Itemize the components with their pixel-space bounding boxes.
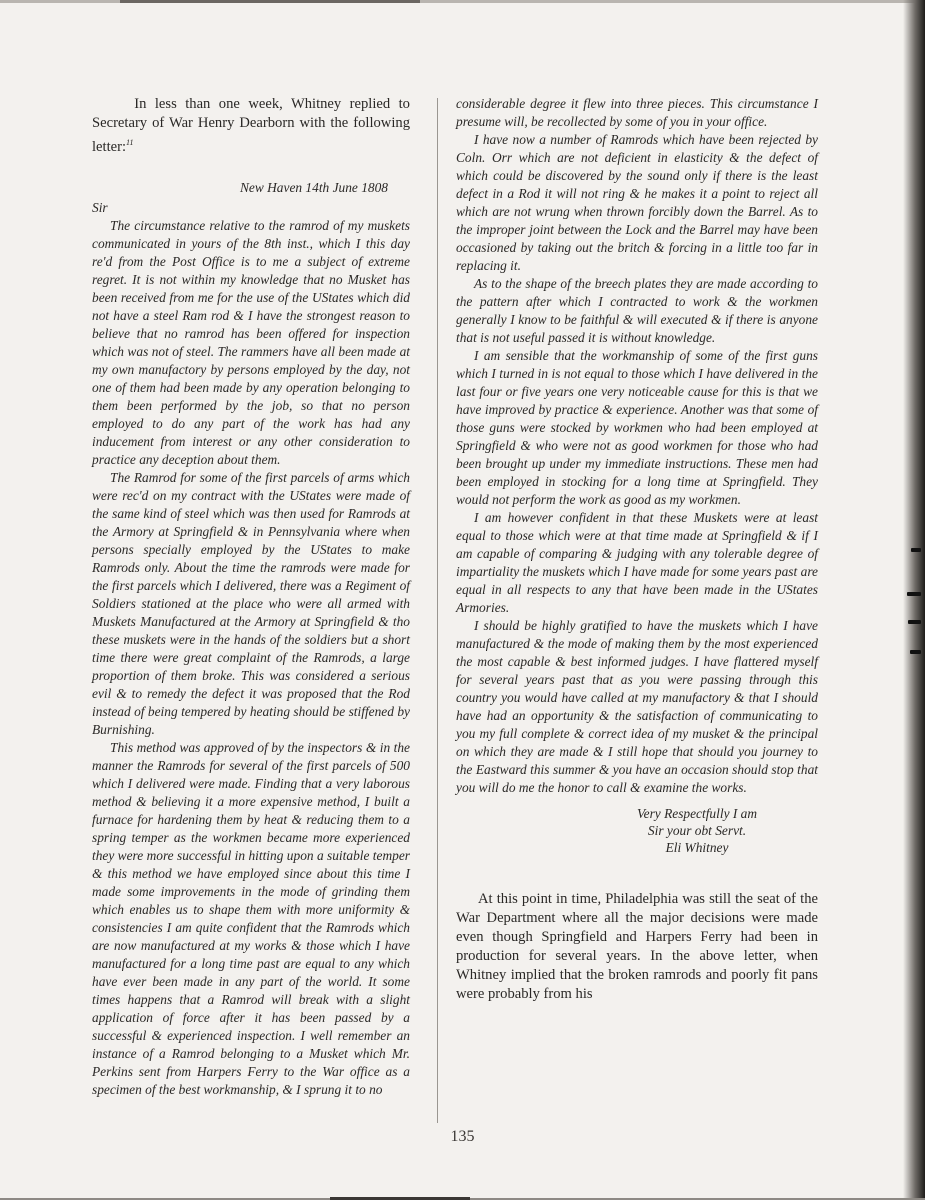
section-gap: [456, 856, 818, 890]
letter-paragraph: This method was approved of by the inspectors & in the manner the Ramrods for several of the first parcels of 500 which I delivered were made. Finding that a very laborous method & believing it a more expensive method, I built a furnace for hardening them by heat & reducing them to a spring temper as the workmen became more experienced they were more successful in hitting upon a suitable temper & this method we have employed since about this time I made some improvements in the mode of grinding them which enables us to shape them with more uniformity & consistencies I am quite confident that the Ramrods which are now manufactured at my works & those which I have manufactured for a long time past are equal to any which have ever been made in any part of the world. It some times happens that a Ramrod will break with a slight application of force after it has been passed by a successful & experienced inspection. I well remember an instance of a Ramrod belonging to a Musket which Mr. Perkins sent from Harpers Ferry to the War office as a specimen of the best workmanship, & I sprung it to no: [92, 739, 410, 1097]
letter-salutation: Sir: [92, 199, 108, 215]
letter-paragraph: The Ramrod for some of the first parcels of arms which were rec'd on my contract with the UStates were made of the same kind of steel which was then used for Ramrods at the Armory at Springfield & in Pennsylvania where when persons specially employed by the UStates to make Ramrods only. About the time the ramrods were made for the first parcels which I delivered, there was a Regiment of Soldiers stationed at the place who were all armed with Muskets Manufactured at the Armory at Springfield & tho these muskets were in the hands of the soldiers but a short time there were great complaint of the Ramrods, a large proportion of them broke. This was considered a serious evil & to remedy the defect it was proposed that the Rod instead of being tempered by heating should be stiffened by Burnishing.: [92, 469, 410, 737]
left-column: [92, 95, 410, 1099]
letter-paragraph: The circumstance relative to the ramrod of my muskets communicated in yours of the 8th inst., which I this day re'd from the Post Office is to me a subject of extreme regret. It is not within my knowledge that no Musket has been received from me for the use of the UStates which did not have a steel Ram rod & I have the strongest reason to believe that no ramrod has been offered for inspection which was not of steel. The rammers have all been made at my own manufactory by persons employed by the day, not one of them had been made by any operation belonging to them been performed by the job, so that no person employed to do any part of the work has had any inducement from interest or any other consideration to practice any deception about them.: [92, 217, 410, 467]
commentary-paragraph: [456, 890, 818, 1004]
letter-dateline: New Haven 14th June 1808: [239, 179, 388, 195]
page-number: 135: [450, 1128, 475, 1145]
letter-paragraph: I should be highly gratified to have the muskets which I have manufactured & the mode of making them by the most experienced the most capable & best informed judges. I have flattered myself for several years past that as you were passing through this country you would have called at my manufactory & that I should have had an opportunity & the satisfaction of communicating to you my full complete & correct idea of my musket & the principal on which they are made & I still hope that should you journey to the Eastward this summer & you have an occasion should stop that you will do me the honor to call & examine the works.: [456, 618, 818, 795]
signature-name: Eli Whitney: [665, 840, 729, 855]
letter-paragraph: I am however confident in that these Muskets were at least equal to those which were at that time made at Springfield & if I am capable of comparing & judging with any tolerable degree of impartiality the muskets which I have made for some years past are equal in all respects to any that have been made in the UStates Armories.: [456, 510, 818, 615]
footnote-ref: 11: [126, 138, 134, 147]
intro-paragraph: [92, 95, 410, 157]
top-border-accent: [120, 0, 420, 3]
intro-text: In less than one week, Whitney replied to Secretary of War Henry Dearborn with the following letter:: [92, 96, 410, 155]
right-column: [456, 95, 818, 1004]
commentary-text: At this point in time, Philadelphia was still the seat of the War Department where all the major decisions were made even though Springfield and Harpers Ferry had been in production for several years. In the above letter, when Whitney implied that the broken ramrods and poorly fit pans were probably from his: [456, 891, 818, 1002]
letter-paragraph: As to the shape of the breech plates they are made according to the pattern after which I contracted to work & the workmen generally I know to be faithful & will executed & if there is anyone that is not useful passed it is without knowledge.: [456, 276, 818, 345]
closing-line: Sir your obt Servt.: [647, 823, 747, 838]
closing-line: Very Respectfully I am: [636, 806, 758, 821]
letter-continuation: considerable degree it flew into three pieces. This circumstance I presume will, be recollected by some of you in your office.: [456, 96, 818, 129]
edge-bleed-marks: [901, 540, 921, 660]
letter-paragraph: I have now a number of Ramrods which have been rejected by Coln. Orr which are not deficient in elasticity & the defect of which could be discovered by the sound only if there is the least defect in a Rod it will not ring & he makes it a point to reject all which are not wrung when thrown forcibly down the Barrel. As to the improper joint between the Lock and the Barrel may have been occasioned by taking out the britch & forcing in a little too far in replacing it.: [456, 132, 818, 273]
letter-closing: [456, 805, 818, 856]
letter-paragraph: I am sensible that the workmanship of some of the first guns which I turned in is not equal to those which I have delivered in the last four or five years one very noticeable cause for this is that we have improved by practice & experience. Another was that some of those guns were stocked by workmen who had been employed at Springfield & who were not as good workmen for those who had been brought up under my immediate instructions. These men had been employed in stocking for a long time at Springfield. They would not perform the work as good as my workmen.: [456, 348, 818, 507]
column-divider: [437, 98, 438, 1123]
